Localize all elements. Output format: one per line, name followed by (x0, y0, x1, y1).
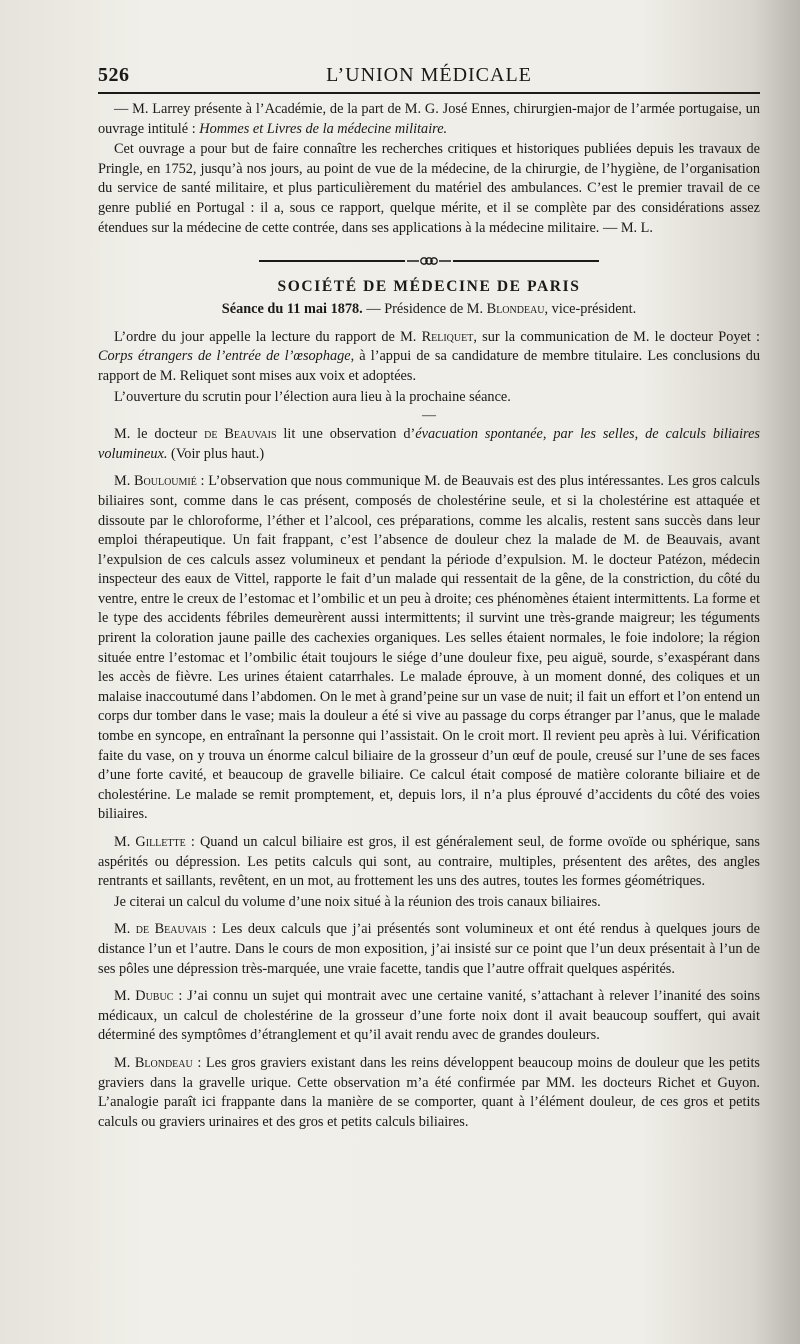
blondeau-paragraph (98, 1054, 760, 1132)
session-presidency: — Présidence de M. (362, 301, 487, 318)
order-text-c: , à l’appui de sa candidature de membre titulaire. Les conclusions du rapport de M. Reliquet sont mises aux voix et adoptées. (98, 348, 760, 384)
blondeau-name: M. Blondeau (114, 1054, 193, 1071)
larrey-book-title: Hommes et Livres de la médecine militaire. (199, 120, 448, 137)
gillette-paragraph (98, 833, 760, 892)
order-text-b: , sur la communication de M. le docteur Poyet : (473, 328, 761, 345)
beauvais-obs-b: lit une observation d’ (276, 426, 416, 443)
running-title: L’UNION MÉDICALE (326, 64, 532, 86)
bouloumie-name: M. Bouloumié (114, 473, 197, 490)
president-role: , vice-président. (544, 301, 637, 318)
ballot-paragraph: L’ouverture du scrutin pour l’élection aura lieu à la prochaine séance. (114, 388, 511, 405)
dubuc-paragraph (98, 987, 760, 1046)
gillette-paragraph-2: Je citerai un calcul du volume d’une noix situé à la réunion des trois canaux biliaires. (114, 893, 601, 910)
order-of-day-paragraph (98, 328, 760, 387)
order-work-title: Corps étrangers de l’entrée de l’œsophage (98, 348, 351, 365)
beauvais-reply-text: : Les deux calculs que j’ai présentés sont volumineux et ont été rendus à quelques jours de distance l’un et l’autre. Dans le cours de mon exposition, j’ai insisté sur ce point que l’un deux présentait à l’un de ses pôles une dépression très-marquée, une vraie facette, tandis que l’autre offrait quelques aspérités. (98, 921, 760, 977)
order-name: Reliquet (421, 328, 474, 345)
beauvais-reply-name: M. de Beauvais (114, 921, 207, 938)
society-title: SOCIÉTÉ DE MÉDECINE DE PARIS (277, 278, 581, 296)
beauvais-observation (98, 425, 760, 464)
dubuc-name: M. Dubuc (114, 988, 174, 1005)
page-number: 526 (98, 64, 130, 86)
president-name: Blondeau (486, 301, 545, 318)
gillette-name: M. Gillette (114, 834, 186, 850)
section-ornament (259, 256, 599, 266)
session-line (98, 300, 760, 320)
beauvais-obs-name: de Beauvais (204, 426, 277, 443)
session-date: Séance du 11 mai 1878. (221, 301, 363, 318)
beauvais-obs-a: M. le docteur (114, 426, 205, 443)
bouloumie-paragraph (98, 472, 760, 825)
order-text-a: L’ordre du jour appelle la lecture du rapport de M. (114, 328, 422, 345)
blondeau-text: : Les gros graviers existant dans les reins développent beaucoup moins de douleur que les petits graviers dans la gravelle urique. Cette observation m’a été confirmée par MM. les docteurs Richet et Guyon. L’analogie paraît ici frappante dans la manière de se comporter, quant à l’élément douleur, de ces gros et petits calculs ou graviers urinaires et des gros et petits calculs biliaires. (98, 1054, 760, 1130)
dash-separator: — (422, 408, 436, 424)
larrey-intro: — M. Larrey présente à l’Académie, de la part de M. G. José Ennes, chirurgien-major de l’armée portugaise, un ouvrage intitulé : (98, 101, 760, 137)
beauvais-reply-paragraph (98, 920, 760, 979)
beauvais-obs-c: (Voir plus haut.) (167, 445, 265, 462)
bouloumie-text: : L’observation que nous communique M. de Beauvais est des plus intéressantes. Les gros calculs biliaires sont, comme dans le cas présent, composés de cholestérine seule, et si la cholestérine est attaquée et dissoute par le chloroforme, l’éther et l’alcool, ces préparations, comme les alcalis, restent sans succès dans leur emploi thérapeutique. Un fait frappant, c’est l’absence de douleur chez la malade de M. de Beauvais, avant l’expulsion de ces calculs assez volumineux et pendant la période d’expulsion. M. le docteur Patézon, médecin inspecteur des eaux de Vittel, rapporte le fait d’un malade qui ressentait de la gêne, de la constriction, du côté du ventre, entre le creux de l’estomac et l’ombilic et un peu à droite; ces phénomènes étaient intermittents. La forme et le type des accidents fébriles demeurèrent aussi intermittents; il survint une très-grande maigreur; les téguments prirent la coloration jaune paille des cachexies organiques. Les selles étaient normales, le foie indolore; la région située entre l’estomac et l’ombilic était toujours le siége d’une douleur fixe, peu aiguë, sourde, s’exaspérant dans les accès de fièvre. Les urines étaient catarrhales. Le malade éprouve, à un moment donné, des coliques et un malaise inaccoutumé dans l’abdomen. On le met à grand’peine sur un vase de nuit; il fait un effort et l’on entend un corps dur tomber dans le vase; mais la douleur a été si vive au passage du corps étranger par l’anus, que le malade tombe en syncope, en entraînant la personne qui l’assistait. On le croit mort. Il revient peu après à lui. Vérification faite du vase, on y trouva un énorme calcul biliaire de la grosseur d’un œuf de poule, creusé sur l’une de ses faces d’une forte cavité, et beaucoup de gravelle biliaire. Ce calcul était composé de matière colorante biliaire et de cholestérine. Le malade se remit promptement, et, depuis lors, il n’a plus éprouvé d’accidents du côté des voies biliaires. (98, 473, 760, 823)
page-header (98, 62, 760, 94)
larrey-paragraph (98, 100, 760, 139)
larrey-description: Cet ouvrage a pour but de faire connaître les recherches critiques et historiques publiées depuis les travaux de Pringle, en 1752, jusqu’à nos jours, au point de vue de la médecine, de la chirurgie, de l’hygiène, de l’organisation du service de santé militaire, et plus particulièrement du matériel des ambulances. C’est le premier travail de ce genre publié en Portugal : il a, sous ce rapport, quelque mérite, et il se complète par des considérations assez étendues sur la médecine de cette contrée, dans ses applications à la médecine militaire. — M. L. (98, 141, 760, 236)
gillette-text: : Quand un calcul biliaire est gros, il est généralement seul, de forme ovoïde ou sphérique, sans aspérités ou dépression. Les petits calculs qui sont, au contraire, multiples, présentent des arêtes, des angles rentrants et saillants, revêtent, en un mot, au frottement les uns des autres, toutes les formes géométriques. (98, 834, 760, 890)
beauvais-obs-title: évacuation spontanée, par les selles, de calculs biliaires volumineux. (98, 426, 760, 462)
dubuc-text: : J’ai connu un sujet qui montrait avec une certaine vanité, s’attachant à relever l’inanité des soins médicaux, un calcul de cholestérine de la grosseur d’une forte noix dont il avait beaucoup souffert, qui avait déterminé des symptômes d’étranglement et qu’il avait rendu avec de grandes douleurs. (98, 988, 761, 1044)
